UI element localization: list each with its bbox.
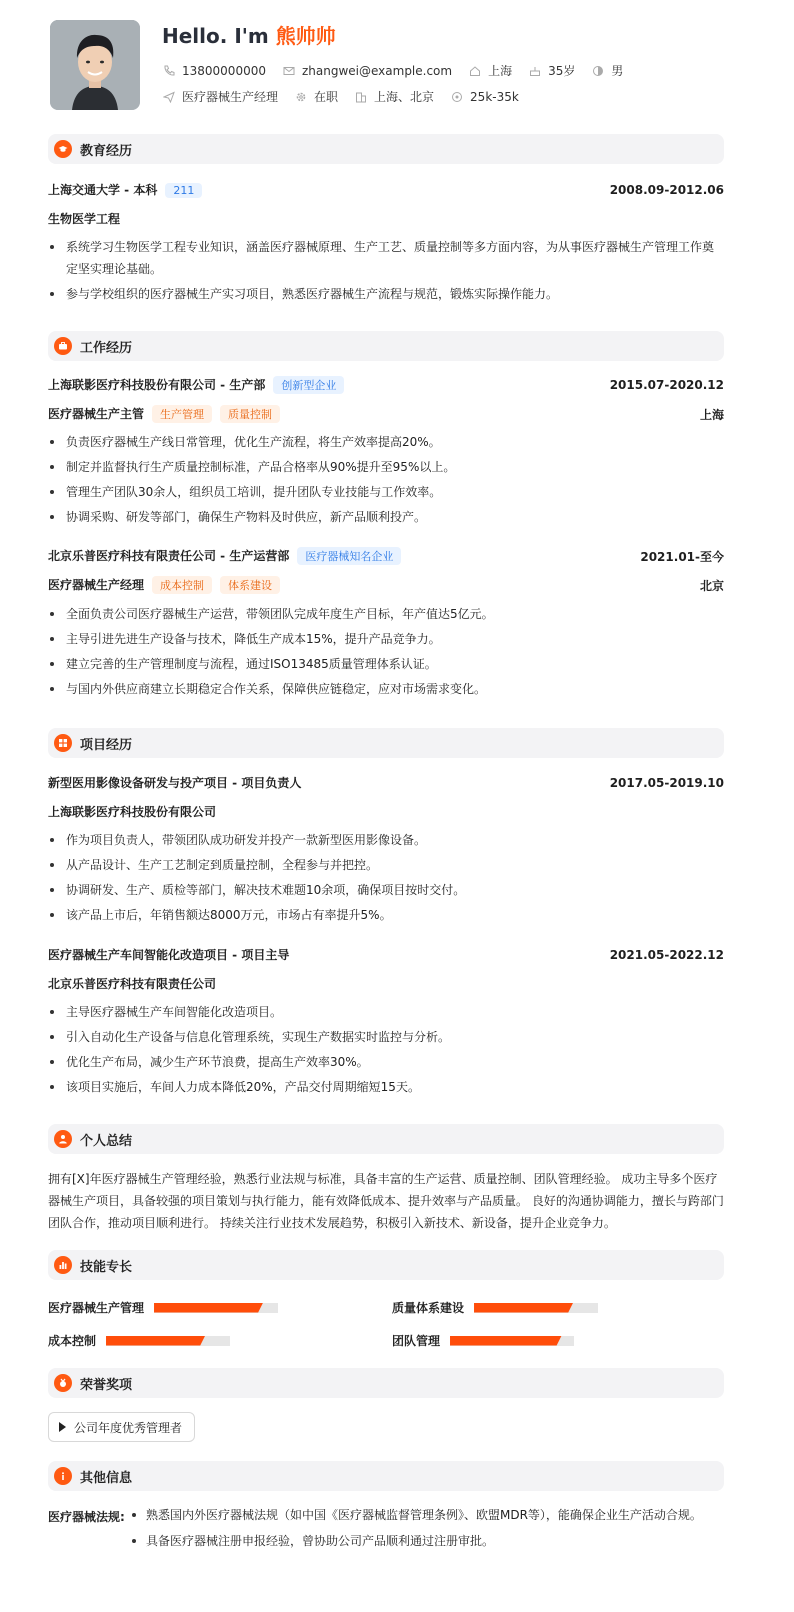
section-other [48, 1461, 724, 1491]
section-awards [48, 1368, 724, 1398]
list-item: 参与学校组织的医疗器械生产实习项目，熟悉医疗器械生产流程与规范，锻炼实际操作能力。 [48, 283, 724, 305]
skill-item [48, 1299, 278, 1316]
email-text: zhangwei@example.com [301, 63, 453, 78]
skill-tag: 生产管理 [152, 405, 212, 423]
list-item: 管理生产团队30余人，组织员工培训，提升团队专业技能与工作效率。 [48, 481, 724, 503]
company-name: 上海联影医疗科技股份有限公司 - 生产部 [48, 378, 266, 392]
job-target-text: 医疗器械生产经理 [182, 90, 279, 104]
work-period: 2015.07-2020.12 [609, 378, 724, 392]
project-1-company-line [48, 803, 724, 820]
city-item [468, 62, 512, 79]
list-item: 引入自动化生产设备与信息化管理系统，实现生产数据实时监控与分析。 [48, 1026, 724, 1048]
skill-bar-fill [106, 1336, 205, 1346]
phone-item [162, 64, 266, 78]
major-name: 生物医学工程 [48, 212, 121, 226]
skill-bar-fill [154, 1303, 263, 1313]
phone-text: 13800000000 [182, 63, 266, 78]
list-item: 该项目实施后，车间人力成本降低20%，产品交付周期缩短15天。 [48, 1076, 724, 1098]
play-triangle-icon [59, 1422, 66, 1432]
gender-item [591, 62, 623, 79]
list-item: 与国内外供应商建立长期稳定合作关系，保障供应链稳定，应对市场需求变化。 [48, 678, 724, 700]
skill-bar [154, 1303, 278, 1313]
mail-icon [282, 64, 296, 78]
skill-item [392, 1332, 574, 1349]
section-title: 其他信息 [80, 1470, 133, 1486]
age-text: 35岁 [548, 64, 576, 78]
list-item: 系统学习生物医学工程专业知识，涵盖医疗器械原理、生产工艺、质量控制等多方面内容，为从事医疗器械生产管理工作奠定坚实理论基础。 [48, 236, 724, 280]
list-item: 从产品设计、生产工艺制定到质量控制，全程参与并把控。 [48, 854, 724, 876]
project-period: 2017.05-2019.10 [609, 775, 724, 790]
award-item [48, 1412, 195, 1442]
work-2-bullets [48, 603, 724, 703]
target-cities-text: 上海、北京 [374, 90, 435, 104]
list-item: 全面负责公司医疗器械生产运营，带领团队完成年度生产目标，年产值达5亿元。 [48, 603, 724, 625]
education-period: 2008.09-2012.06 [609, 182, 724, 197]
gear-icon [294, 90, 308, 104]
skill-tag: 体系建设 [220, 576, 280, 594]
contact-row [162, 62, 639, 79]
project-1-header [48, 774, 724, 791]
other-label: 医疗器械法规: [48, 1510, 125, 1524]
work-1-header [48, 376, 724, 394]
section-work [48, 331, 724, 361]
skill-item [48, 1332, 230, 1349]
work-1-title-line [48, 405, 724, 423]
target-cities-item [354, 88, 434, 105]
medal-icon [54, 1374, 72, 1392]
skill-item [392, 1299, 598, 1316]
resume-header [50, 20, 744, 112]
skill-tag: 质量控制 [220, 405, 280, 423]
building-icon [354, 90, 368, 104]
grid-icon [54, 734, 72, 752]
gender-text: 男 [611, 64, 624, 78]
cake-icon [528, 64, 542, 78]
skill-bar [474, 1303, 598, 1313]
person-icon [54, 1130, 72, 1148]
education-header [48, 181, 724, 198]
work-2-header [48, 547, 724, 565]
project-company: 上海联影医疗科技股份有限公司 [48, 805, 217, 819]
section-title: 技能专长 [80, 1259, 133, 1275]
skill-tag: 成本控制 [152, 576, 212, 594]
greeting: Hello. I'm [162, 24, 276, 48]
list-item: 熟悉国内外医疗器械法规（如中国《医疗器械监督管理条例》、欧盟MDR等），能确保企业生产活动合规。 [130, 1504, 724, 1526]
company-tag: 创新型企业 [273, 376, 344, 394]
salary-text: 25k-35k [470, 89, 519, 104]
project-company: 北京乐普医疗科技有限责任公司 [48, 977, 217, 991]
work-period: 2021.01-至今 [640, 549, 724, 564]
age-item [528, 62, 575, 79]
list-item: 该产品上市后，年销售额达8000万元，市场占有率提升5%。 [48, 904, 724, 926]
section-title: 荣誉奖项 [80, 1377, 133, 1393]
major-line [48, 210, 724, 227]
skill-name: 质量体系建设 [392, 1301, 465, 1315]
project-2-company-line [48, 975, 724, 992]
work-2-title-line [48, 576, 724, 594]
school-name: 上海交通大学 - 本科 [48, 183, 158, 197]
list-item: 作为项目负责人，带领团队成功研发并投产一款新型医用影像设备。 [48, 829, 724, 851]
education-bullets [48, 236, 724, 308]
send-icon [162, 90, 176, 104]
skill-bar-fill [474, 1303, 573, 1313]
candidate-name: 熊帅帅 [275, 24, 336, 48]
other-list [130, 1504, 724, 1556]
home-icon [468, 64, 482, 78]
summary-text: 拥有[X]年医疗器械生产管理经验，熟悉行业法规与标准，具备丰富的生产运营、质量控制、团队管理经验。 成功主导多个医疗器械生产项目，具备较强的项目策划与执行能力，能有效降低成本、提升效率与产品质量。 良好的沟通协调能力，擅长与跨部门团队合作，推动项目顺利进行。 持续关注行业技术发展趋势，积极引入新技术、新设备，提升企业竞争力。 [48, 1172, 724, 1230]
section-title: 项目经历 [80, 737, 133, 753]
work-location: 北京 [699, 578, 724, 593]
info-icon [54, 1467, 72, 1485]
status-item [294, 88, 338, 105]
work-location: 上海 [699, 407, 724, 422]
coin-icon [450, 90, 464, 104]
list-item: 主导医疗器械生产车间智能化改造项目。 [48, 1001, 724, 1023]
section-summary [48, 1124, 724, 1154]
list-item: 协调研发、生产、质检等部门，解决技术难题10余项，确保项目按时交付。 [48, 879, 724, 901]
job-row [162, 88, 535, 105]
briefcase-icon [54, 337, 72, 355]
section-education [48, 134, 724, 164]
job-title: 医疗器械生产主管 [48, 407, 145, 421]
section-title: 教育经历 [80, 143, 133, 159]
list-item: 制定并监督执行生产质量控制标准，产品合格率从90%提升至95%以上。 [48, 456, 724, 478]
section-title: 个人总结 [80, 1133, 133, 1149]
skill-bar [450, 1336, 574, 1346]
section-skills [48, 1250, 724, 1280]
avatar [50, 20, 140, 110]
salary-item [450, 90, 519, 104]
company-tag: 医疗器械知名企业 [297, 547, 401, 565]
skill-bar [106, 1336, 230, 1346]
list-item: 具备医疗器械注册申报经验，曾协助公司产品顺利通过注册审批。 [130, 1530, 724, 1552]
award-text: 公司年度优秀管理者 [74, 1420, 183, 1435]
project-1-bullets [48, 829, 724, 929]
list-item: 协调采购、研发等部门，确保生产物料及时供应，新产品顺利投产。 [48, 506, 724, 528]
company-name: 北京乐普医疗科技有限责任公司 - 生产运营部 [48, 549, 290, 563]
skill-bar-fill [450, 1336, 562, 1346]
list-item: 建立完善的生产管理制度与流程，通过ISO13485质量管理体系认证。 [48, 653, 724, 675]
skill-name: 团队管理 [392, 1334, 441, 1348]
project-name: 新型医用影像设备研发与投产项目 - 项目负责人 [48, 776, 302, 790]
status-text: 在职 [314, 90, 339, 104]
school-tag: 211 [165, 183, 202, 198]
graduation-cap-icon [54, 140, 72, 158]
project-2-header [48, 946, 724, 963]
skill-name: 医疗器械生产管理 [48, 1301, 145, 1315]
bar-chart-icon [54, 1256, 72, 1274]
project-2-bullets [48, 1001, 724, 1101]
list-item: 负责医疗器械生产线日常管理，优化生产流程，将生产效率提高20%。 [48, 431, 724, 453]
city-text: 上海 [488, 64, 513, 78]
phone-icon [162, 64, 176, 78]
job-target-item [162, 88, 278, 105]
page-title [162, 20, 336, 49]
work-1-bullets [48, 431, 724, 531]
job-title: 医疗器械生产经理 [48, 578, 145, 592]
gender-icon [591, 64, 605, 78]
email-item [282, 64, 452, 78]
list-item: 主导引进先进生产设备与技术，降低生产成本15%，提升产品竞争力。 [48, 628, 724, 650]
section-projects [48, 728, 724, 758]
skill-name: 成本控制 [48, 1334, 97, 1348]
section-title: 工作经历 [80, 340, 133, 356]
project-period: 2021.05-2022.12 [609, 947, 724, 962]
list-item: 优化生产布局，减少生产环节浪费，提高生产效率30%。 [48, 1051, 724, 1073]
project-name: 医疗器械生产车间智能化改造项目 - 项目主导 [48, 948, 290, 962]
